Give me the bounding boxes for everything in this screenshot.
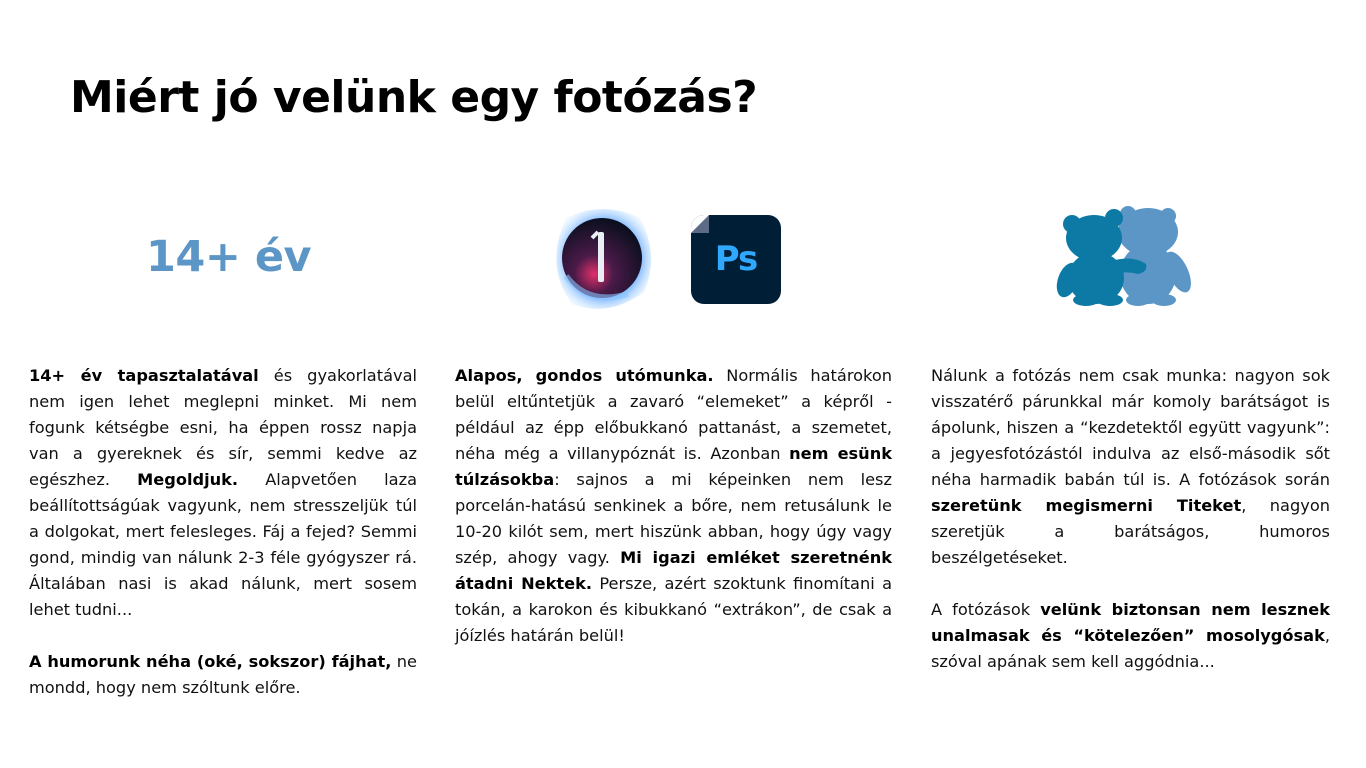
software-icons xyxy=(548,206,788,312)
column-friendship xyxy=(931,363,1330,675)
text-span: , szóval apának sem kell aggódnia... xyxy=(931,626,1330,671)
text-span: Normális határokon belül eltűntetjük a zavaró “elemeket” a képről - például az épp előbukkanó pattanást, a szemetet, néha még a villanypóznát is. Azonban xyxy=(455,366,892,463)
text-span: velünk biztonsan nem lesznek unalmasak és “kötelezően” mosolygósak xyxy=(931,600,1330,645)
text-span: szeretünk megismerni Titeket xyxy=(931,496,1242,515)
text-span: Persze, azért szoktunk finomítani a tokán, a karokon és kibukkanó “extrákon”, de csak a jóízlés határán belül! xyxy=(455,574,892,645)
experience-paragraph-2 xyxy=(29,649,417,701)
photoshop-logo-text: Ps xyxy=(714,239,758,279)
text-span: , nagyon szeretjük a barátságos, humoros beszélgetéseket. xyxy=(931,496,1330,567)
years-experience-badge: 14+ év xyxy=(146,232,312,282)
capture-one-logo-icon xyxy=(548,206,658,312)
page-title: Miért jó velünk egy fotózás? xyxy=(70,72,758,123)
friendship-paragraph-2 xyxy=(931,597,1330,675)
column-experience xyxy=(29,363,417,701)
column-retouching xyxy=(455,363,892,649)
experience-paragraph-1 xyxy=(29,363,417,623)
photoshop-logo-icon xyxy=(691,215,781,304)
text-span: Alapvetően laza beállítottságúak vagyunk, nem stresszeljük túl a dolgokat, mert felesleges. Fáj a fejed? Semmi gond, mindig van nálunk 2-3 féle gyógyszer rá. Általában nasi is akad nálunk, mert sosem lehet tudni... xyxy=(29,470,417,619)
text-span: Megoldjuk. xyxy=(137,470,239,489)
text-span: Nálunk a fotózás nem csak munka: nagyon sok visszatérő párunkkal már komoly barátságot is ápolunk, hiszen a “kezdetektől együtt vagyunk”: a jegyesfotózástól indulva az első-második sőt néha harmadik babán túl is. A fotózások során xyxy=(931,366,1330,489)
retouching-paragraph xyxy=(455,363,892,649)
friendship-paragraph-1 xyxy=(931,363,1330,571)
text-span: A humorunk néha (oké, sokszor) fájhat, xyxy=(29,652,392,671)
text-span: Mi igazi emléket szeretnénk átadni Nektek. xyxy=(455,548,893,593)
text-span: és gyakorlatával nem igen lehet meglepni minket. Mi nem fogunk kétségbe esni, ha éppen rossz napja van a gyereknek és sír, semmi kedve az egészhez. xyxy=(29,366,417,489)
teddy-bears-icon xyxy=(1056,204,1194,306)
text-span: A fotózások xyxy=(931,600,1041,619)
text-span: nem esünk túlzásokba xyxy=(455,444,892,489)
text-span: ne mondd, hogy nem szóltunk előre. xyxy=(29,652,417,697)
text-span: 14+ év tapasztalatával xyxy=(29,366,259,385)
text-span: : sajnos a mi képeinken nem lesz porcelán-hatású senkinek a bőre, nem retusálunk le 10-20 kilót sem, mert hiszünk abban, hogy úgy vagy szép, ahogy vagy. xyxy=(455,470,892,567)
text-span: Alapos, gondos utómunka. xyxy=(455,366,714,385)
